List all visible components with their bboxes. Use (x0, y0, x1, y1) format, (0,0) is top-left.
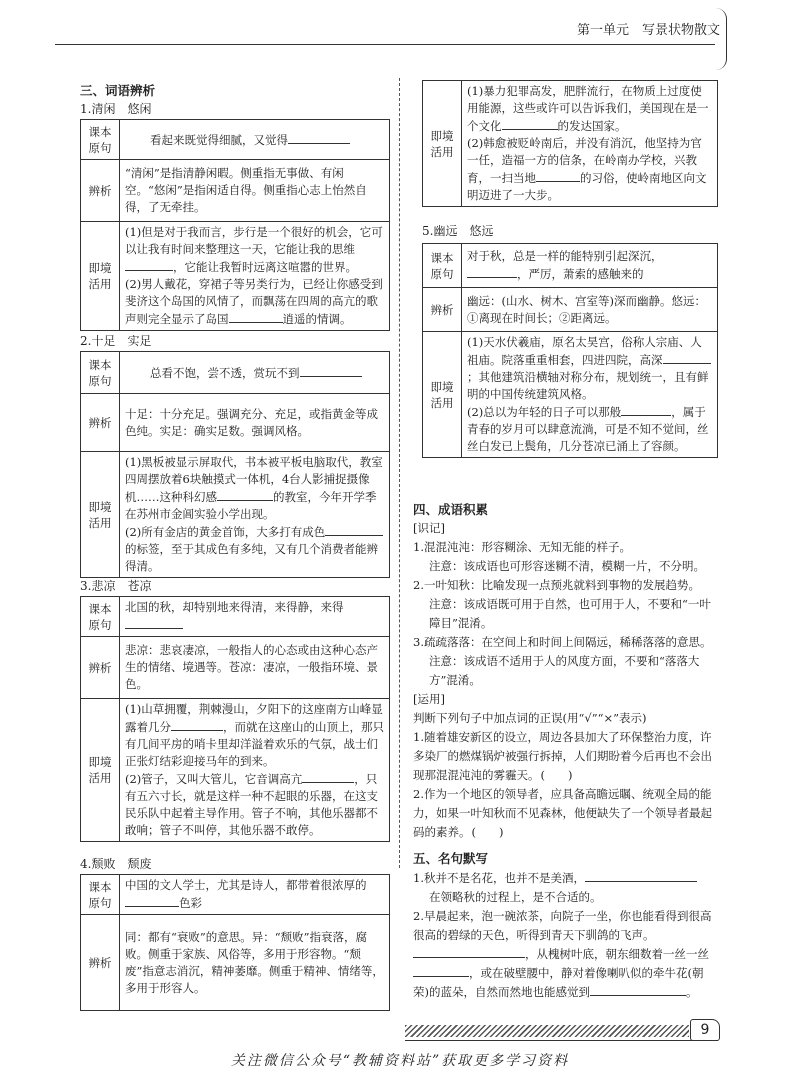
footer-note: 关注微信公众号“教辅资料站”获取更多学习资料 (230, 1053, 570, 1069)
word-5-heading: 5.幽远 悠远 (422, 224, 494, 238)
usage-text: (1)但是对于我而言，步行是一个很好的机会，它可以让我有时间来整理这一天，它能让我的思维，它能让我暂时远离这喧嚣的世界。 (2)男人戴花，穿裙子等另类行为，已经让你感受到斐济这个岛国的风情了，而飘荡在四周的高亢的歌声则完全显示了岛国 逍遥的情调。 (120, 222, 390, 331)
fill-blank-2[interactable] (413, 945, 525, 958)
answer-paren-2[interactable]: ( ) (471, 825, 504, 839)
word-3-table: 课本 原句 北国的秋，却特别地来得清，来得静，来得 辨析 悲凉：悲哀凄凉，一般指人的心态或由这种心态产生的情绪、境遇等。苍凉：凄凉，一般指环境、景色。 即境 活用 (1)山草拥覆，荆棘漫山，夕阳下的这座南方山峰显露着几分 ，而就在这座山的山顶上，那只有几间平房的哨卡里却洋溢着欢乐的气氛，战士们正张灯结彩迎接马年的到来。 (2)管子，又叫大管儿，它音调高亢 ，只有五六寸长，就是这样一种不起眼的乐器，在这支民乐队中起着主导作用。管子不响，其他乐器都不敢响；管子不叫停，其他乐器不敢停。 (80, 596, 390, 842)
word-1-table (80, 119, 390, 331)
header-rule (55, 44, 715, 45)
word-4-table-left: 课本 原句 中国的文人学士，尤其是诗人，都带着很浓厚的色彩 辨析 同：都有“衰败”的意思。异：“颓败”指衰落，腐败。侧重于家族、风俗等，多用于形容物。“颓废”指意志消沉，精神萎靡。侧重于精神、情绪等，多用于形容人。 (80, 874, 390, 1011)
fill-blank-1[interactable] (585, 869, 697, 882)
label-memorize: [识记] (413, 521, 445, 535)
footer-rule (405, 1040, 718, 1041)
footer-hatch-bar (405, 1025, 689, 1037)
column-divider (399, 78, 400, 868)
word-5-table: 课本 原句 对于秋，总是一样的能特别引起深沉，，严厉，萧索的感触来的 辨析 幽远：(山水、树木、宫室等)深而幽静。悠远：①离现在时间长；②距离远。 即境 活用 (1)天水伏羲庙，原名太昊宫，俗称人宗庙、人祖庙。院落重重相套，四进四院，高深；其他建筑沿横轴对称分布，规划统一，且有鲜明的中国传统建筑风格。 (2)总以为年轻的日子可以那般 ，属于青春的岁月可以肆意流淌，可是不知不觉间，丝丝白发已上鬓角，几分苍凉已涌上了容颜。 (422, 243, 718, 458)
origin-text: 看起来既觉得细腻，又觉得 (120, 120, 390, 160)
section-5-title: 五、名句默写 (413, 851, 489, 866)
judge-q1: 1.随着雄安新区的设立，周边各县加大了环保整治力度，许多染厂的燃煤锅炉被强行拆掉，人们期盼着今后再也不会出现那混混沌沌的雾霾天。( ) (413, 728, 719, 785)
word-1-heading: 1.清闲 悠闲 (80, 102, 152, 116)
answer-paren-1[interactable]: ( ) (540, 768, 573, 782)
page-number: 9 (690, 1019, 720, 1041)
word-2-heading: 2.十足 实足 (80, 334, 152, 348)
label-usage: 即境 活用 (81, 222, 120, 331)
word-2-table: 课本 原句 总看不饱，尝不透，赏玩不到 辨析 十足：十分充足。强调充分、充足，或指黄金等成色纯。实足：确实足数。强调风格。 即境 活用 (1)黑板被显示屏取代，书本被平板电脑取代，教室四周摆放着6块触摸式一体机，4台人影捕捉摄像机……这种科幻感 的教室，今年开学季在苏州市金阊实验小学出现。 (2)所有金店的黄金首饰，大多打有成色的标签，至于其成色有多纯，又有几个消费者能辨得清。 (80, 351, 390, 578)
section-3-title: 三、词语辨析 (80, 83, 156, 98)
section-4-title: 四、成语积累 (413, 502, 489, 517)
word-4-heading: 4.颓败 颓废 (80, 857, 152, 871)
running-header: 第一单元 写景状物散文 (576, 23, 720, 38)
section-4-body: [识记] 1.混混沌沌：形容糊涂、无知无能的样子。 注意：该成语也可形容迷糊不清，模糊一片，不分明。 2.一叶知秋：比喻发现一点预兆就料到事物的发展趋势。 注意：该成语既可用于自然，也可用于人，不要和“一叶障目”混淆。 3.疏疏落落：在空间上和时间上间隔远，稀稀落落的意思。 注意：该成语不适用于人的风度方面，不要和“落落大方”混淆。 [运用] 判断下列句子中加点词的正误(用“√”“×”表示) 1.随着雄安新区的设立，周边各县加大了环保整治力度，许多染厂的燃煤锅炉被强行拆掉，人们期盼着今后再也不会出现那混混沌沌的雾霾天。( ) 2.作为一个地区的领导者，应具备高瞻远瞩、统观全局的能力，如果一叶知秋而不见森林，他便缺失了一个领导者最起码的素养。( ) (413, 519, 719, 842)
label-apply: [运用] (413, 692, 445, 706)
section-5-body: 1.秋并不是名花，也并不是美酒， 在领略秋的过程上，是不合适的。 2.早晨起来，泡一碗浓茶，向院子一坐，你也能看得到很高很高的碧绿的天色，听得到青天下驯鸽的飞声。，从槐树叶底，朝东细数着一丝一丝，或在破壁腰中，静对着像喇叭似的牵牛花(朝荣)的蓝朵，自然而然地也能感觉到 。 (413, 871, 712, 999)
judge-q2: 2.作为一个地区的领导者，应具备高瞻远瞩、统观全局的能力，如果一叶知秋而不见森林，他便缺失了一个领导者最起码的素养。( ) (413, 785, 719, 842)
label-analysis: 辨析 (81, 160, 120, 222)
fill-blank-4[interactable] (590, 983, 686, 996)
word-4-table-right: 即境 活用 (1)暴力犯罪高发，肥胖流行，在物质上过度使用能源，这些或许可以告诉我们，美国现在是一个文化 的发达国家。 (2)韩愈被贬岭南后，并没有消沉，他坚持为官一任，造福一方的信条，在岭南办学校，兴教育，一扫当地 的习俗，使岭南地区向文明迈进了一大步。 (422, 80, 718, 207)
header-brace (716, 8, 727, 70)
label-origin: 课本 原句 (81, 120, 120, 160)
word-3-heading: 3.悲凉 苍凉 (80, 579, 152, 593)
fill-blank-3[interactable] (413, 964, 469, 977)
analysis-text: “清闲”是指清静闲暇。侧重指无事做、有闲空。“悠闲”是指闲适自得。侧重指心志上怡然自得，了无牵挂。 (120, 160, 390, 222)
